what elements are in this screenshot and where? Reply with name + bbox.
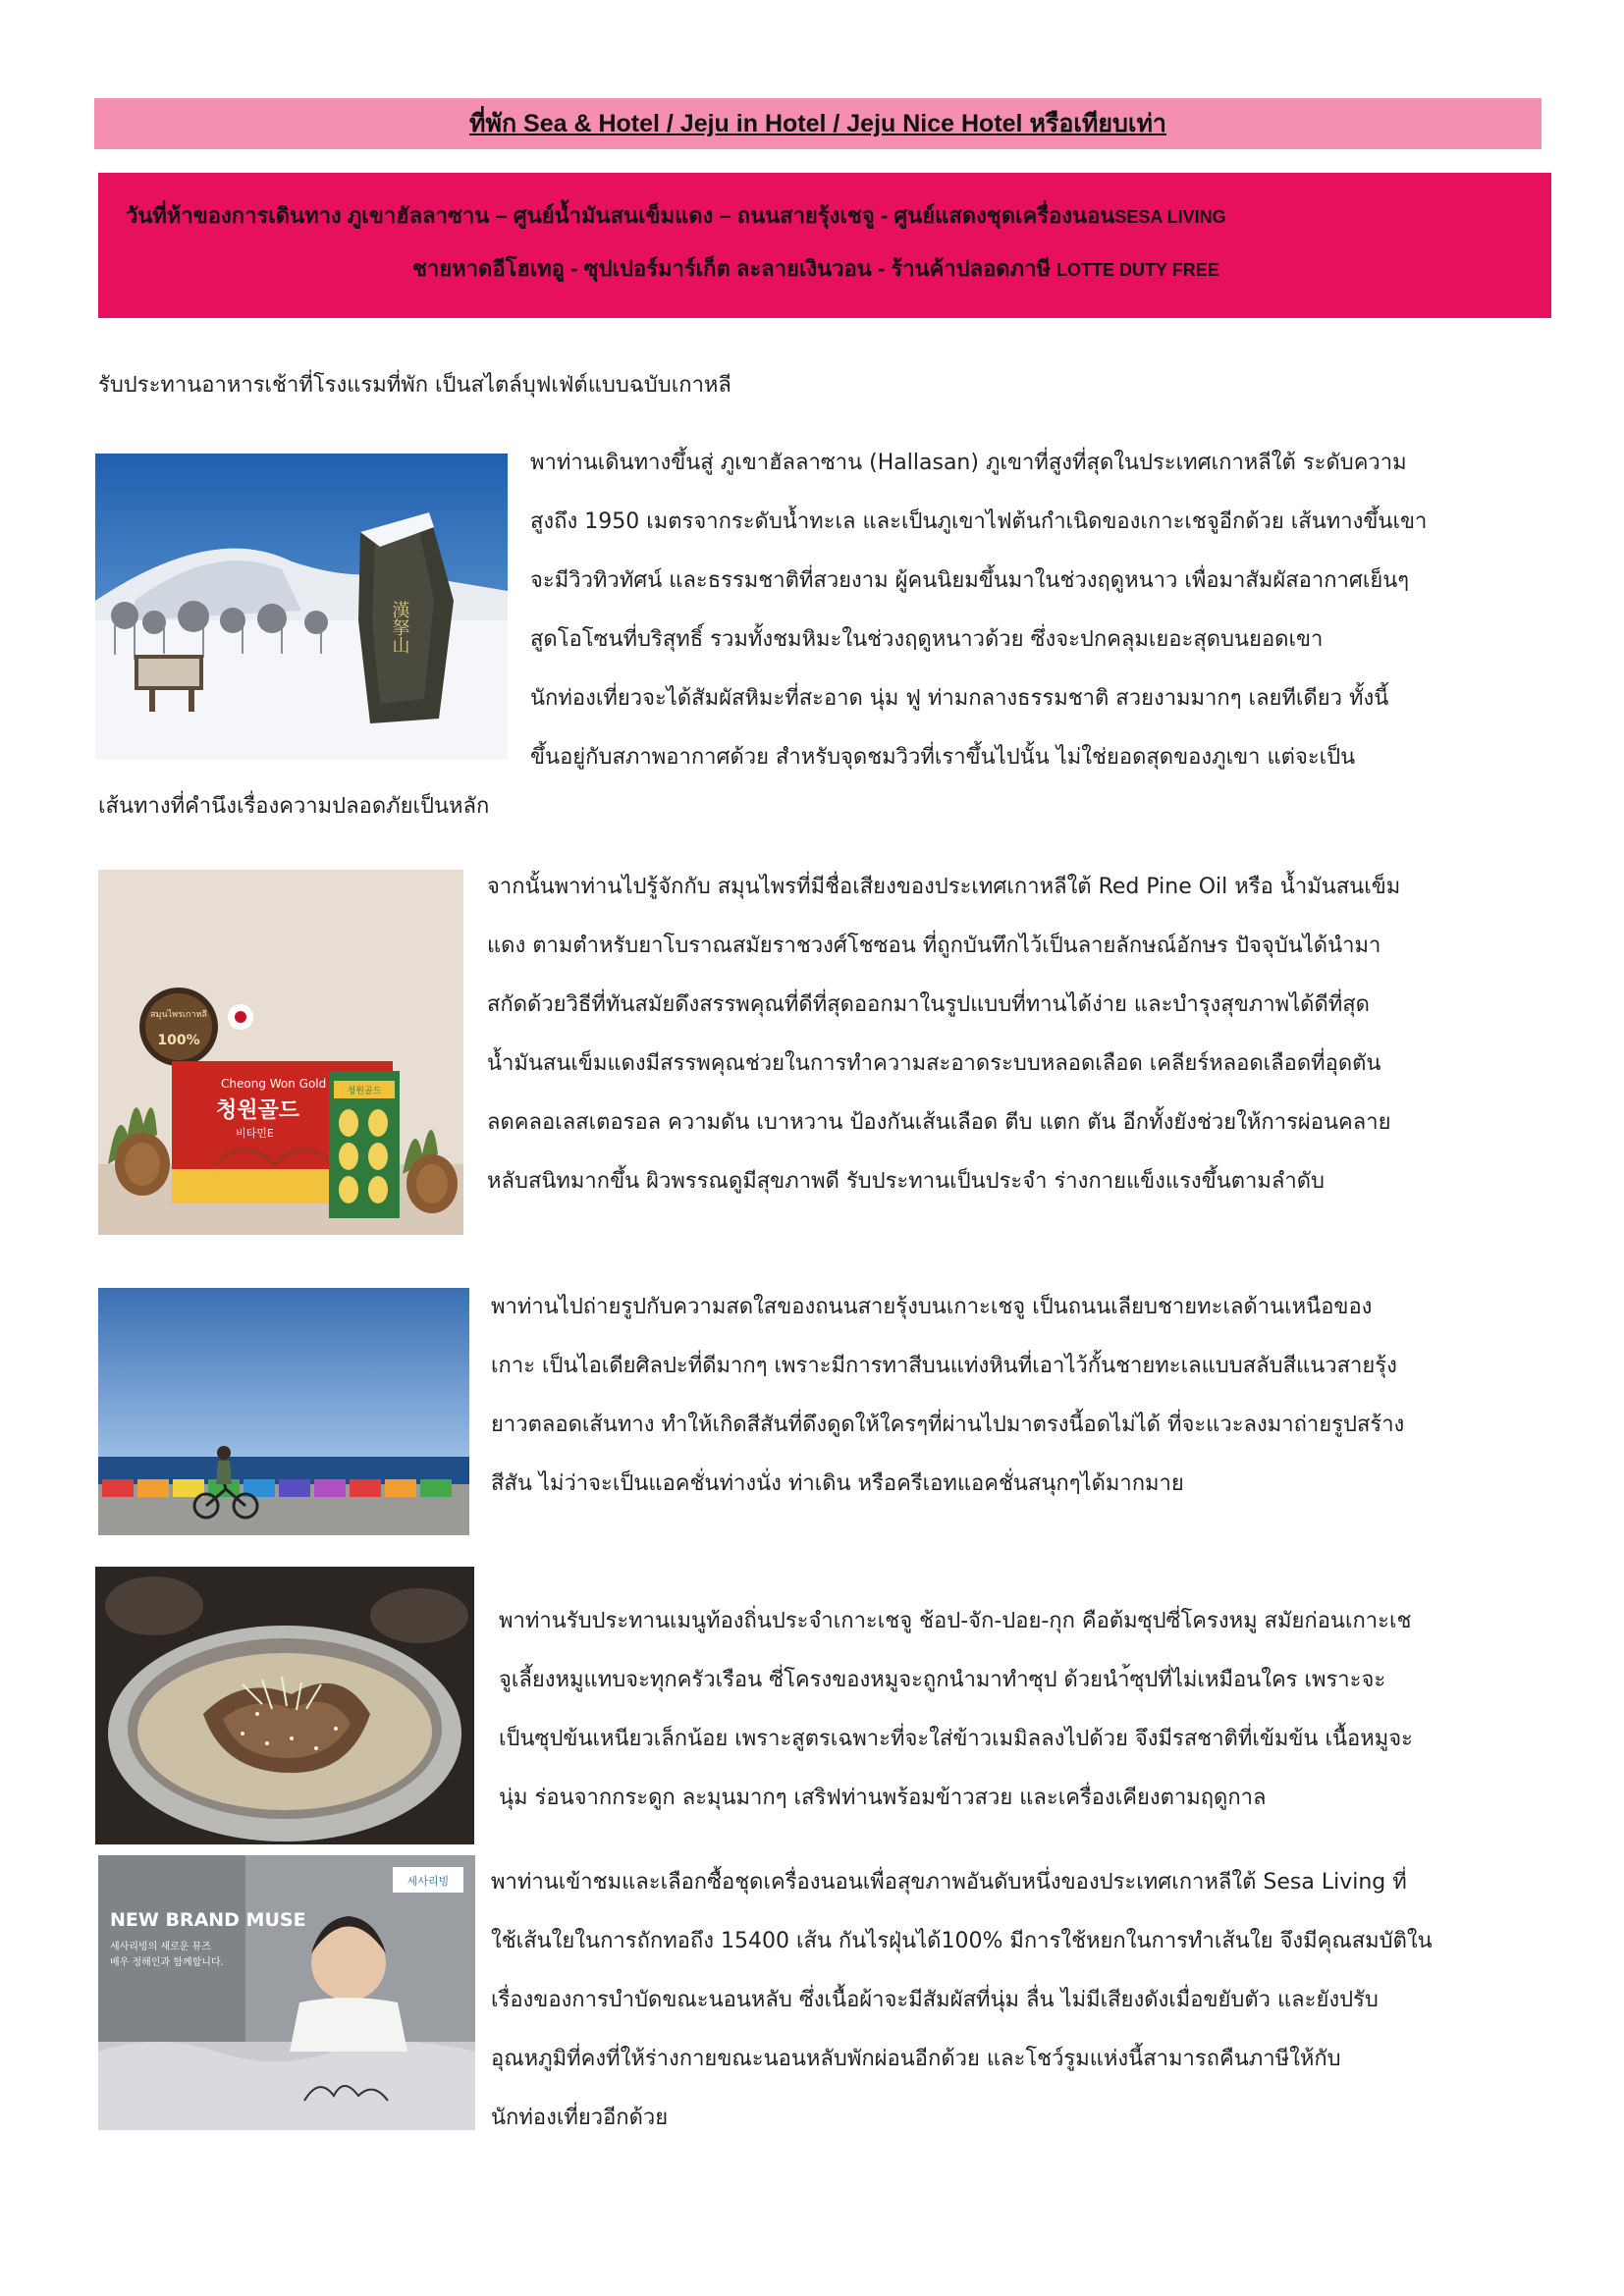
day-line-1-english: SESA LIVING [1114,207,1226,227]
rainbow-road-photo [98,1288,469,1535]
soup-line: จูเลี้ยงหมูแทบจะทุกครัวเรือน ซี่โครงของหมูจะถูกนำมาทำซุป ด้วยนำ้ซุปที่ไม่เหมือนใคร เพราะจะ [499,1668,1386,1692]
box-name: 청원골드 [216,1098,300,1123]
rainbow-line: สีสัน ไม่ว่าจะเป็นแอคชั่นท่างนั่ง ท่าเดิน หรือครีเอทแอคชั่นสนุกๆได้มากมาย [491,1471,1184,1496]
hotel-banner [94,98,1542,149]
red-pine-line: น้ำมันสนเข็มแดงมีสรรพคุณช่วยในการทำความสะอาดระบบหลอดเลือด เคลียร์หลอดเลือดที่อุดตัน [487,1051,1381,1076]
red-pine-line: แดง ตามตำหรับยาโบราณสมัยราชวงศ์โชซอน ที่ถูกบันทึกไว้เป็นลายลักษณ์อักษร ปัจจุบันได้นำมา [487,934,1381,958]
soup-line: นุ่ม ร่อนจากกระดูก ละมุนมากๆ เสริฟท่านพร้อมข้าวสวย และเครื่องเคียงตามฤดูกาล [499,1786,1267,1810]
red-pine-line: จากนั้นพาท่านไปรู้จักกับ สมุนไพรที่มีชื่อเสียงของประเทศเกาหลีใต้ Red Pine Oil หรือ น้ำมันสนเข็ม [487,875,1401,899]
rainbow-line: ยาวตลอดเส้นทาง ทำให้เกิดสีสันที่ดึงดูดให้ใครๆที่ผ่านไปมาตรงนี้อดไม่ได้ ที่จะแวะลงมาถ่ายรูปสร้าง [491,1413,1405,1437]
badge-top-text: สมุนไพรเกาหลี [150,1010,207,1020]
breakfast-intro: รับประทานอาหารเช้าที่โรงแรมที่พัก เป็นสไตล์บุฟเฟ่ต์แบบฉบับเกาหลี [98,373,731,398]
box-sub: 비타민E [236,1127,274,1140]
hallasan-paragraph-end [98,777,489,836]
sesa-paragraph [491,1853,1433,2148]
rainbow-paragraph [491,1278,1404,1514]
day-line-2-english: LOTTE DUTY FREE [1056,260,1219,280]
hallasan-line: สูดโอโซนที่บริสุทธิ์ รวมทั้งชมหิมะในช่วงฤดูหนาวด้วย ซึ่งจะปกคลุมเยอะสุดบนยอดเขา [530,627,1324,652]
day-itinerary-box [98,173,1551,318]
red-pine-line: ลดคลอเลสเตอรอล ความดัน เบาหวาน ป้องกันเส้นเลือด ตีบ แตก ตัน อีกทั้งยังช่วยให้การผ่อนคลาย [487,1110,1391,1135]
red-pine-line: สกัดด้วยวิธีที่ทันสมัยดึงสรรพคุณที่ดีที่สุดออกมาในรูปแบบที่ทานได้ง่าย และบำรุงสุขภาพได้ดีที่สุด [487,992,1370,1017]
red-pine-oil-photo [98,870,463,1235]
small-box-label: 청원골드 [347,1087,382,1096]
sesa-line: อุณหภูมิที่คงที่ให้ร่างกายขณะนอนหลับพักผ่อนอีกด้วย และโชว์รูมแห่งนี้สามารถคืนภาษีให้กับ [491,2047,1341,2071]
sesa-living-photo [98,1855,475,2130]
hallasan-line: เส้นทางที่คำนึงเรื่องความปลอดภัยเป็นหลัก [98,794,490,819]
hallasan-line: สูงถึง 1950 เมตรจากระดับน้ำทะเล และเป็นภูเขาไฟต้นกำเนิดของเกาะเชจูอีกด้วย เส้นทางขึ้นเขา [530,509,1428,534]
hotel-line: ที่พัก Sea & Hotel / Jeju in Hotel / Jeju Nice Hotel หรือเทียบเท่า [469,110,1166,137]
hallasan-photo [95,454,508,760]
sesa-line: พาท่านเข้าชมและเลือกซื้อชุดเครื่องนอนเพื่อสุขภาพอันดับหนึ่งของประเทศเกาหลีใต้ Sesa Living ที่ [491,1870,1407,1895]
rainbow-line: เกาะ เป็นไอเดียศิลปะที่ดีมากๆ เพราะมีการทาสีบนแท่งหินที่เอาไว้กั้นชายทะเลแบบสลับสีแนวสายรุ้ง [491,1354,1397,1378]
box-brand: Cheong Won Gold [221,1077,327,1091]
hallasan-line: นักท่องเที่ยวจะได้สัมผัสหิมะที่สะอาด นุ่ม ฟู ท่ามกลางธรรมชาติ สวยงามมากๆ เลยทีเดียว ทั้งนี้ [530,686,1389,711]
sesa-line: นักท่องเที่ยวอีกด้วย [491,2106,669,2130]
red-pine-line: หลับสนิทมากขึ้น ผิวพรรณดูมีสุขภาพดี รับประทานเป็นประจำ ร่างกายแข็งแรงขึ้นตามลำดับ [487,1169,1325,1194]
soup-paragraph [499,1592,1413,1828]
rainbow-line: พาท่านไปถ่ายรูปกับความสดใสของถนนสายรุ้งบนเกาะเชจู เป็นถนนเลียบชายทะเลด้านเหนือของ [491,1295,1373,1319]
hallasan-line: จะมีวิวทิวทัศน์ และธรรมชาติที่สวยงาม ผู้คนนิยมขึ้นมาในช่วงฤดูหนาว เพื่อมาสัมผัสอากาศเย็นๆ [530,568,1410,593]
hallasan-line: ขึ้นอยู่กับสภาพอากาศด้วย สำหรับจุดชมวิวที่เราขึ้นไปนั้น ไม่ใช่ยอดสุดของภูเขา แต่จะเป็น [530,745,1356,770]
sesa-sub-1: 세사리빙의 새로운 뮤즈 [110,1942,211,1952]
hallasan-paragraph [530,434,1427,787]
day-line-1 [126,198,1226,233]
sesa-line: เรื่องของการบำบัดขณะนอนหลับ ซึ่งเนื้อผ้าจะมีสัมผัสที่นุ่ม ลื่น ไม่มีเสียงดังเมื่อขยับตัว และยังปรับ [491,1988,1379,2012]
stone-inscription: 漢拏山 [389,601,410,654]
soup-line: พาท่านรับประทานเมนูท้องถิ่นประจำเกาะเชจู ช้อป-จัก-ปอย-กุก คือต้มซุปซี่โครงหมู สมัยก่อนเกาะเช [499,1609,1412,1633]
sesa-line: ใช้เส้นใยในการถักทอถึง 15400 เส้น กันไรฝุ่นได้100% มีการใช้หยกในการทำเส้นใย จึงมีคุณสมบัติใน [491,1929,1433,1953]
sesa-sub-2: 배우 정해인과 함께합니다. [110,1957,224,1968]
hallasan-line: พาท่านเดินทางขึ้นสู่ ภูเขาฮัลลาซาน (Hallasan) ภูเขาที่สูงที่สุดในประเทศเกาหลีใต้ ระดับความ [530,451,1407,475]
sesa-headline: NEW BRAND MUSE [110,1909,306,1931]
day-line-1-thai: วันที่ห้าของการเดินทาง ภูเขาฮัลลาซาน – ศูนย์น้ำมันสนเข็มแดง – ถนนสายรุ้งเชจู - ศูนย์แสดงชุดเครื่องนอน [126,203,1115,228]
pork-rib-soup-photo [95,1567,474,1844]
badge-percent: 100% [157,1033,200,1048]
day-line-2 [412,251,1219,286]
soup-line: เป็นซุปข้นเหนียวเล็กน้อย เพราะสูตรเฉพาะที่จะใส่ข้าวเมมิลลงไปด้วย จึงมีรสชาติที่เข้มข้น เนื้อหมูจะ [499,1727,1413,1751]
sesa-logo: 세사리빙 [406,1875,450,1888]
red-pine-paragraph [487,858,1400,1211]
day-line-2-thai: ชายหาดอีโฮเทอู - ซุปเปอร์มาร์เก็ต ละลายเงินวอน - ร้านค้าปลอดภาษี [412,256,1057,281]
